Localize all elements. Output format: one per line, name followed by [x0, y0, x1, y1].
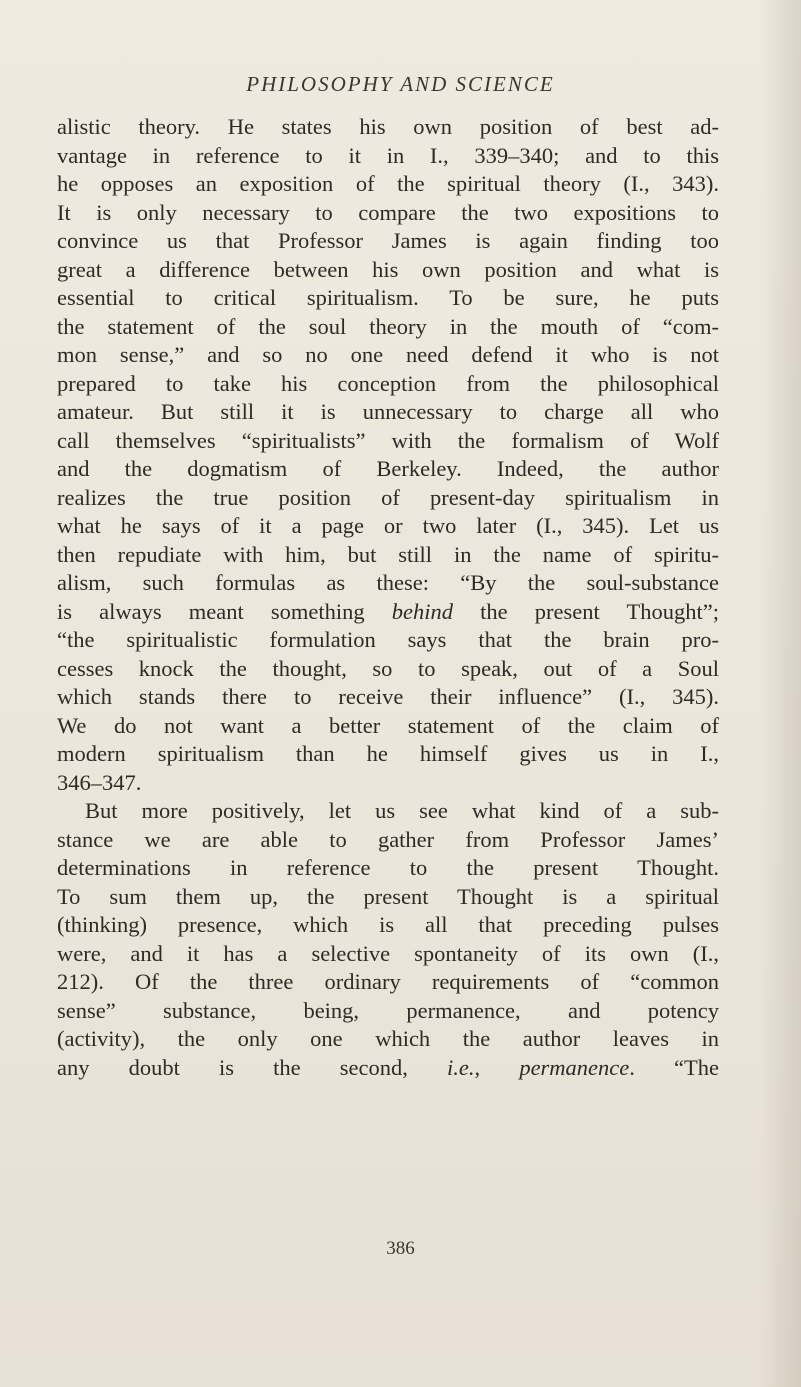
- text-line: stance we are able to gather from Professor James’: [57, 826, 719, 852]
- text-line: vantage in reference to it in I., 339–340; and to this: [57, 142, 719, 168]
- text-line: which stands there to receive their influence” (I., 345).: [57, 684, 719, 709]
- text-line: “the spiritualistic formulation says that the brain pro-: [57, 627, 719, 652]
- text-line: determinations in reference to the present Thought.: [57, 855, 719, 880]
- text-line: is always meant something behind the present Thought”;: [57, 598, 719, 624]
- text-line: alism, such formulas as these: “By the soul-substance: [57, 570, 719, 595]
- text-line: cesses knock the thought, so to speak, out of a Soul: [57, 655, 719, 681]
- text-line: modern spiritualism than he himself gives us in I.,: [57, 741, 719, 766]
- text-line: 346–347.: [57, 769, 142, 795]
- text-line: were, and it has a selective spontaneity of its own (I.,: [57, 940, 719, 966]
- text-line: prepared to take his conception from the philosophical: [57, 370, 719, 396]
- text-line: alistic theory. He states his own position of best ad-: [57, 114, 719, 139]
- text-line: sense” substance, being, permanence, and potency: [57, 997, 719, 1023]
- text-line: convince us that Professor James is again finding too: [57, 228, 719, 253]
- text-line: what he says of it a page or two later (I., 345). Let us: [57, 513, 719, 538]
- text-line: call themselves “spiritualists” with the formalism of Wolf: [57, 427, 719, 453]
- text-line: any doubt is the second, i.e., permanence. “The: [57, 1054, 719, 1080]
- text-line: he opposes an exposition of the spiritual theory (I., 343).: [57, 171, 719, 196]
- text-line: great a difference between his own position and what is: [57, 256, 719, 282]
- page-number: 386: [386, 1238, 415, 1259]
- text-line: But more positively, let us see what kind of a sub-: [85, 798, 719, 823]
- text-line: We do not want a better statement of the claim of: [57, 712, 719, 738]
- text-line: mon sense,” and so no one need defend it who is not: [57, 342, 719, 367]
- text-line: To sum them up, the present Thought is a spiritual: [57, 883, 719, 909]
- text-line: (activity), the only one which the author leaves in: [57, 1026, 719, 1051]
- text-line: (thinking) presence, which is all that preceding pulses: [57, 912, 719, 937]
- text-line: the statement of the soul theory in the mouth of “com-: [57, 313, 719, 339]
- text-line: then repudiate with him, but still in the name of spiritu-: [57, 541, 719, 567]
- text-line: 212). Of the three ordinary requirements of “common: [57, 969, 719, 994]
- text-line: realizes the true position of present-day spiritualism in: [57, 484, 719, 510]
- body-text: [57, 113, 719, 1082]
- text-line: It is only necessary to compare the two expositions to: [57, 199, 719, 225]
- text-line: and the dogmatism of Berkeley. Indeed, the author: [57, 456, 719, 481]
- running-head: PHILOSOPHY AND SCIENCE: [246, 72, 555, 96]
- text-line: amateur. But still it is unnecessary to charge all who: [57, 399, 719, 424]
- text-line: essential to critical spiritualism. To be sure, he puts: [57, 285, 719, 310]
